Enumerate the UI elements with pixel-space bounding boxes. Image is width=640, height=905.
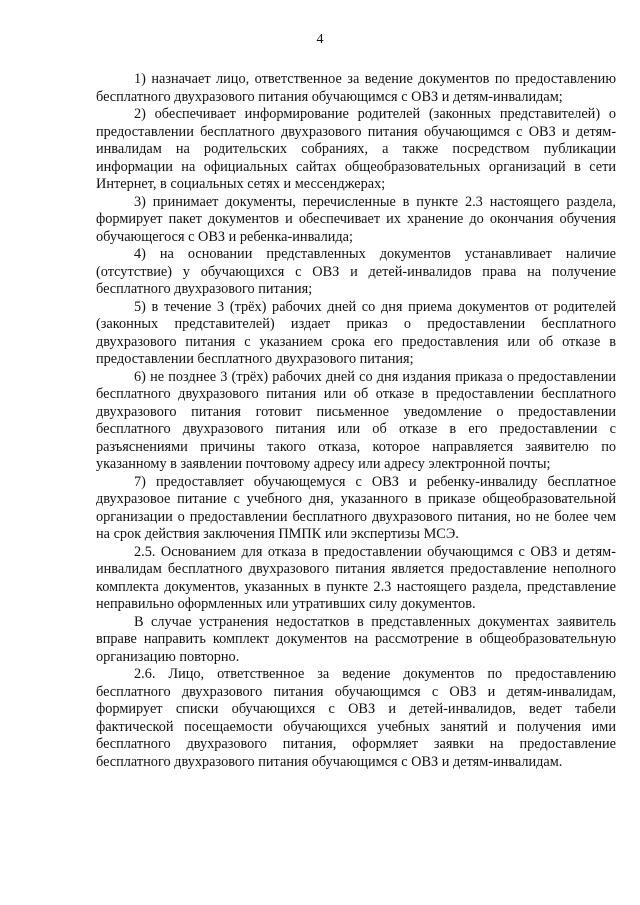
- paragraph-item-6: 6) не позднее 3 (трёх) рабочих дней со дня издания приказа о предоставлении бесплатного двухразового питания или об отказе в предоставлении бесплатного двухразового питания готовит письменное уведомление о предоставлении бесплатного двухразового питания или об отказе в его предоставлении с разъяснениями причины такого отказа, которое направляется заявителю по указанному в заявлении почтовому адресу или адресу электронной почты;: [96, 368, 616, 472]
- paragraph-item-1: 1) назначает лицо, ответственное за ведение документов по предоставлению бесплатного двухразового питания обучающимся с ОВЗ и детям-инвалидам;: [96, 71, 616, 105]
- paragraph-2-5: 2.5. Основанием для отказа в предоставлении обучающимся с ОВЗ и детям-инвалидам бесплатного двухразового питания является предоставление неполного комплекта документов, указанных в пункте 2.3 настоящего раздела, представление неправильно оформленных или утративших силу документов.: [96, 543, 616, 612]
- paragraph-item-2: 2) обеспечивает информирование родителей (законных представителей) о предоставлении бесплатного двухразового питания обучающимся с ОВЗ и детям-инвалидам на родительских собраниях, а также посредством публикации информации на официальных сайтах общеобразовательных организаций в сети Интернет, в социальных сетях и мессенджерах;: [96, 106, 616, 192]
- paragraph-item-3: 3) принимает документы, перечисленные в пункте 2.3 настоящего раздела, формирует пакет документов и обеспечивает их хранение до окончания обучения обучающегося с ОВЗ и ребенка-инвалида;: [96, 193, 616, 245]
- paragraph-item-4: 4) на основании представленных документов устанавливает наличие (отсутствие) у обучающихся с ОВЗ и детей-инвалидов права на получение бесплатного двухразового питания;: [96, 246, 616, 297]
- paragraph-2-6: 2.6. Лицо, ответственное за ведение документов по предоставлению бесплатного двухразового питания обучающимся с ОВЗ и детям-инвалидам, формирует списки обучающихся с ОВЗ и детей-инвалидов, ведет табели фактической посещаемости обучающихся учебных занятий и получения ими бесплатного двухразового питания, оформляет заявки на предоставление бесплатного двухразового питания обучающимся с ОВЗ и детям-инвалидам.: [96, 666, 616, 770]
- paragraph-item-7: 7) предоставляет обучающемуся с ОВЗ и ребенку-инвалиду бесплатное двухразовое питание с учебного дня, указанного в приказе общеобразовательной организации о предоставлении бесплатного двухразового питания, но не более чем на срок действия заключения ПМПК или экспертизы МСЭ.: [96, 473, 616, 542]
- paragraph-resubmission: В случае устранения недостатков в представленных документах заявитель вправе направить комплект документов на рассмотрение в общеобразовательную организацию повторно.: [96, 613, 616, 665]
- document-body: [96, 71, 616, 771]
- page-number: 4: [316, 32, 324, 47]
- paragraph-item-5: 5) в течение 3 (трёх) рабочих дней со дня приема документов от родителей (законных представителей) издает приказ о предоставлении бесплатного двухразового питания с указанием срока его предоставления или об отказе в предоставлении бесплатного двухразового питания;: [96, 298, 616, 367]
